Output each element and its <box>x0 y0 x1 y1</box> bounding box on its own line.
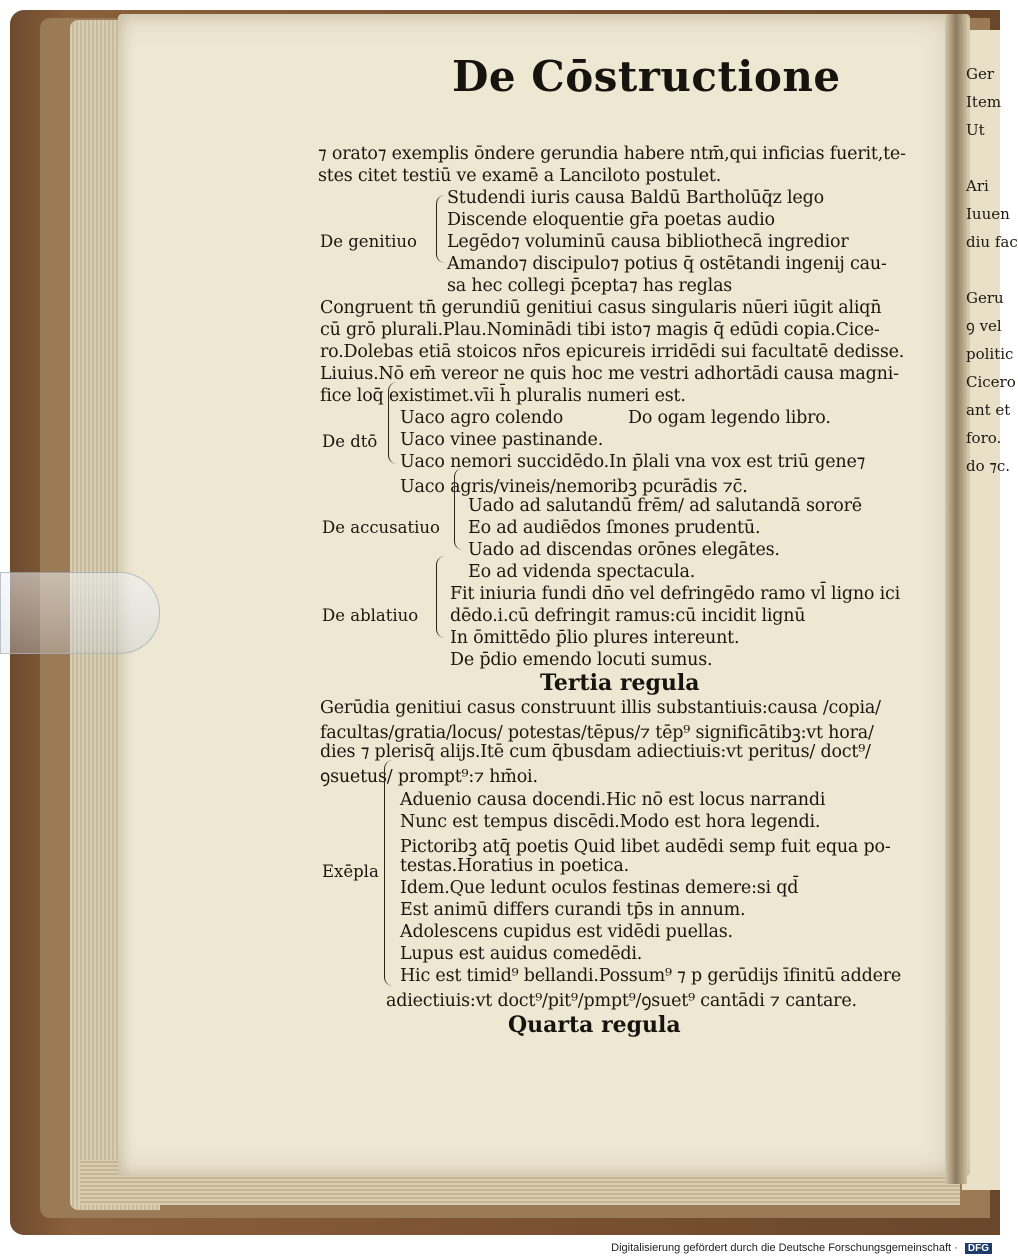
footer-credit <box>611 1242 992 1254</box>
facing-page-text: Ger Item Ut Ari Iuuen diu fac Geru ꝯ vel politic Cicero ant et foro. do ⁊c. <box>966 65 1018 475</box>
ablativo-line: In ōmittēdo p̄lio plures intereunt. <box>450 628 740 648</box>
genitivo-line: Discende eloquentie gr̄a poetas audio <box>447 210 775 230</box>
label-genitivo: De genitiuo <box>320 232 417 251</box>
brace-genitivo <box>436 195 445 263</box>
exempla-line: Est animū differs curandi tp̄s in annum. <box>400 900 746 920</box>
brace-dativo <box>388 382 397 464</box>
dativo-line: Uaco agro colendo <box>400 408 564 428</box>
label-exempla: Exēpla <box>322 862 379 881</box>
exempla-line: Idem.Que ledunt oculos festinas demere:si qd̄ <box>400 878 799 898</box>
exempla-line: Adolescens cupidus est vidēdi puellas. <box>400 922 733 942</box>
paragraph-line: dies ⁊ plerisq̄ alijs.Itē cum q̄busdam adiectiuis:vt peritus/ doct⁹/ <box>320 742 871 762</box>
paragraph-line: Liuius.Nō em̄ vereor ne quis hoc me vestri adhortādi causa magni- <box>320 364 899 384</box>
dativo-line: Uaco vinee pastinande. <box>400 430 604 450</box>
brace-exempla <box>384 760 393 986</box>
dfg-logo: DFG <box>965 1243 992 1254</box>
intro-line: stes citet testiū ve examē a Lanciloto postulet. <box>318 166 722 186</box>
exempla-line: Pictoribꝫ atq̄ poetis Quid libet audēdi semp fuit equa po- <box>400 837 891 857</box>
footer-credit-text: Digitalisierung gefördert durch die Deutsche Forschungsgemeinschaft · <box>611 1242 958 1254</box>
genitivo-line: Amando⁊ discipulo⁊ potius q̄ ostētandi ingenij cau- <box>447 254 887 274</box>
dativo-aside: Do ogam legendo libro. <box>628 408 831 428</box>
accusativo-line: Eo ad audiēdos ſmones prudentū. <box>468 518 761 538</box>
paragraph-line: ro.Dolebas etiā stoicos nr̄os epicureis irridēdi sui facultatē dedisse. <box>320 342 905 362</box>
exempla-line: Nunc est tempus discēdi.Modo est hora legendi. <box>400 812 821 832</box>
exempla-line: Aduenio causa docendi.Hic nō est locus narrandi <box>400 790 826 810</box>
glass-page-weight <box>0 572 160 654</box>
ablativo-line: De p̄dio emendo locuti sumus. <box>450 650 713 670</box>
accusativo-line: Uado ad salutandū frēm/ ad salutandā sororē <box>468 496 862 516</box>
intro-line: ⁊ orato⁊ exemplis ōndere gerundia habere ntm̄,qui inficias fuerit,te- <box>318 144 906 164</box>
accusativo-line: Eo ad videnda spectacula. <box>468 562 696 582</box>
exempla-line: Lupus est auidus comedēdi. <box>400 944 643 964</box>
paragraph-line: cū grō plurali.Plau.Nominādi tibi isto⁊ magis q̄ edūdi copia.Cice- <box>320 320 880 340</box>
paragraph-line: fice loq̄ existimet.vīi h̄ pluralis numeri est. <box>320 386 686 406</box>
label-ablativo: De ablatiuo <box>322 606 419 625</box>
dativo-line: Uaco nemori succidēdo.In p̄lali vna vox est triū gene⁊ <box>400 452 866 472</box>
exempla-line: Hic est timid⁹ bellandi.Possum⁹ ⁊ p gerūdijs īfinitū addere <box>400 966 902 986</box>
genitivo-line: Studendi iuris causa Baldū Bartholūq̄z lego <box>447 188 824 208</box>
book-gutter <box>945 14 967 1184</box>
brace-ablativo <box>436 556 445 638</box>
genitivo-line: sa hec collegi p̄cepta⁊ has reglas <box>447 276 733 296</box>
brace-accusativo <box>454 468 463 550</box>
accusativo-line: Uado ad discendas orōnes elegātes. <box>468 540 780 560</box>
paragraph-line: Gerūdia genitiui casus construunt illis substantiuis:causa /copia/ <box>320 698 881 718</box>
exempla-line: testas.Horatius in poetica. <box>400 856 629 876</box>
paragraph-line: Congruent tn̄ gerundiū genitiui casus singularis nūeri iūgit aliqn̄ <box>320 298 882 318</box>
page-title: De Cōstructione <box>452 52 841 101</box>
ablativo-line: dēdo.i.cū defringit ramus:cū incidit lignū <box>450 606 806 626</box>
heading-tertia-regula: Tertia regula <box>540 670 700 696</box>
heading-quarta-regula: Quarta regula <box>508 1012 681 1038</box>
paragraph-line: ꝯsuetus/ prompt⁹:⁊ hm̄oi. <box>320 767 538 787</box>
label-dativo: De dtō <box>322 432 378 451</box>
genitivo-line: Legēdo⁊ voluminū causa bibliothecā ingredior <box>447 232 849 252</box>
label-accusativo: De accusatiuo <box>322 518 440 537</box>
paragraph-line: facultas/gratia/locus/ potestas/tēpus/⁊ tēp⁹ significātibꝫ:vt hora/ <box>320 723 874 743</box>
exempla-line: adiectiuis:vt doct⁹/pit⁹/pmpt⁹/ꝯsuet⁹ cantādi ⁊ cantare. <box>386 991 857 1011</box>
dativo-line: Uaco agris/vineis/nemoribꝫ pcurādis ⁊c̄. <box>400 477 748 497</box>
ablativo-line: Fit iniuria fundi dn̄o vel defringēdo ramo vl̄ ligno ici <box>450 584 901 604</box>
